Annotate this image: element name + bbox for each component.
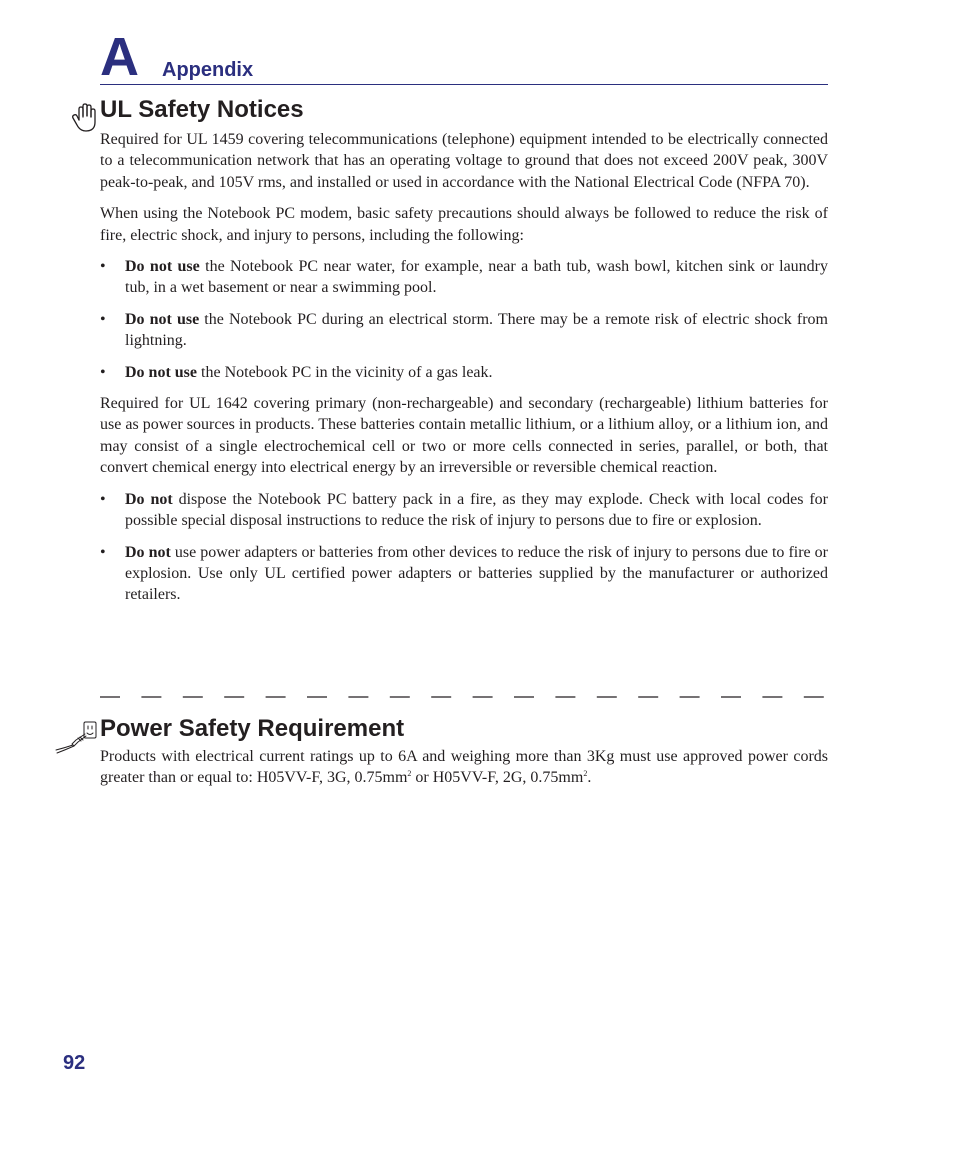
ul-safety-body — [100, 129, 828, 616]
section-divider — [100, 692, 828, 702]
list-item-text: the Notebook PC in the vicinity of a gas leak. — [197, 363, 493, 381]
warning-emphasis: Do not use — [125, 310, 200, 328]
chapter-header — [100, 27, 828, 87]
bullet-list — [100, 256, 828, 383]
superscript: 2 — [407, 769, 412, 779]
paragraph — [100, 746, 828, 789]
list-item-text: the Notebook PC near water, for example, near a bath tub, wash bowl, kitchen sink or laundry tub, in a wet basement or near a swimming pool. — [125, 258, 828, 297]
paragraph: Required for UL 1642 covering primary (non-rechargeable) and secondary (rechargeable) lithium batteries for use as power sources in products. These batteries contain metallic lithium, or a lithium alloy, or a lithium ion, and may consist of a single electrochemical cell or two or more cells connected in series, parallel, or both, that convert chemical energy into electrical energy by an irreversible or reversible chemical reaction. — [100, 395, 828, 477]
warning-emphasis: Do not use — [125, 363, 198, 381]
power-safety-heading: Power Safety Requirement — [100, 715, 405, 742]
paragraph: Required for UL 1459 covering telecommunications (telephone) equipment intended to be electrically connected to a telecommunication network that has an operating voltage to ground that does not exceed 200V peak, 300V peak-to-peak, and 105V rms, and installed or used in accordance with the National Electrical Code (NFPA 70). — [100, 131, 828, 191]
power-plug-icon — [54, 720, 98, 754]
chapter-title: Appendix — [162, 59, 254, 81]
chapter-letter: A — [100, 27, 139, 87]
page-number: 92 — [63, 1052, 86, 1074]
warning-emphasis: Do not — [125, 490, 173, 508]
list-item — [100, 542, 828, 606]
list-item — [100, 489, 828, 532]
hand-icon — [72, 103, 98, 133]
warning-emphasis: Do not use — [125, 258, 200, 276]
warning-emphasis: Do not — [125, 543, 171, 561]
power-text-end: . — [587, 769, 592, 787]
list-item — [100, 309, 828, 352]
list-item-text: use power adapters or batteries from other devices to reduce the risk of injury to persons due to fire or explosion. Use only UL certified power adapters or batteries supplied by the manufacturer or authorized retailers. — [125, 543, 829, 604]
superscript: 2 — [583, 769, 588, 779]
power-text-start: Products with electrical current ratings up to 6A and weighing more than 3Kg must use approved power cords greater than or equal to: H05VV-F, 3G, 0.75mm — [100, 748, 828, 787]
bullet-list — [100, 489, 828, 606]
ul-safety-heading: UL Safety Notices — [100, 96, 304, 123]
list-item-text: the Notebook PC during an electrical storm. There may be a remote risk of electric shock from lightning. — [125, 310, 828, 350]
list-item-text: dispose the Notebook PC battery pack in a fire, as they may explode. Check with local codes for possible special disposal instructions to reduce the risk of injury to persons due to fire or explosion. — [125, 490, 829, 530]
power-text-middle: or H05VV-F, 2G, 0.75mm — [411, 769, 584, 787]
list-item — [100, 256, 828, 299]
paragraph: When using the Notebook PC modem, basic safety precautions should always be followed to reduce the risk of fire, electric shock, and injury to persons, including the following: — [100, 205, 828, 244]
list-item — [100, 362, 828, 383]
power-safety-body — [100, 746, 828, 799]
